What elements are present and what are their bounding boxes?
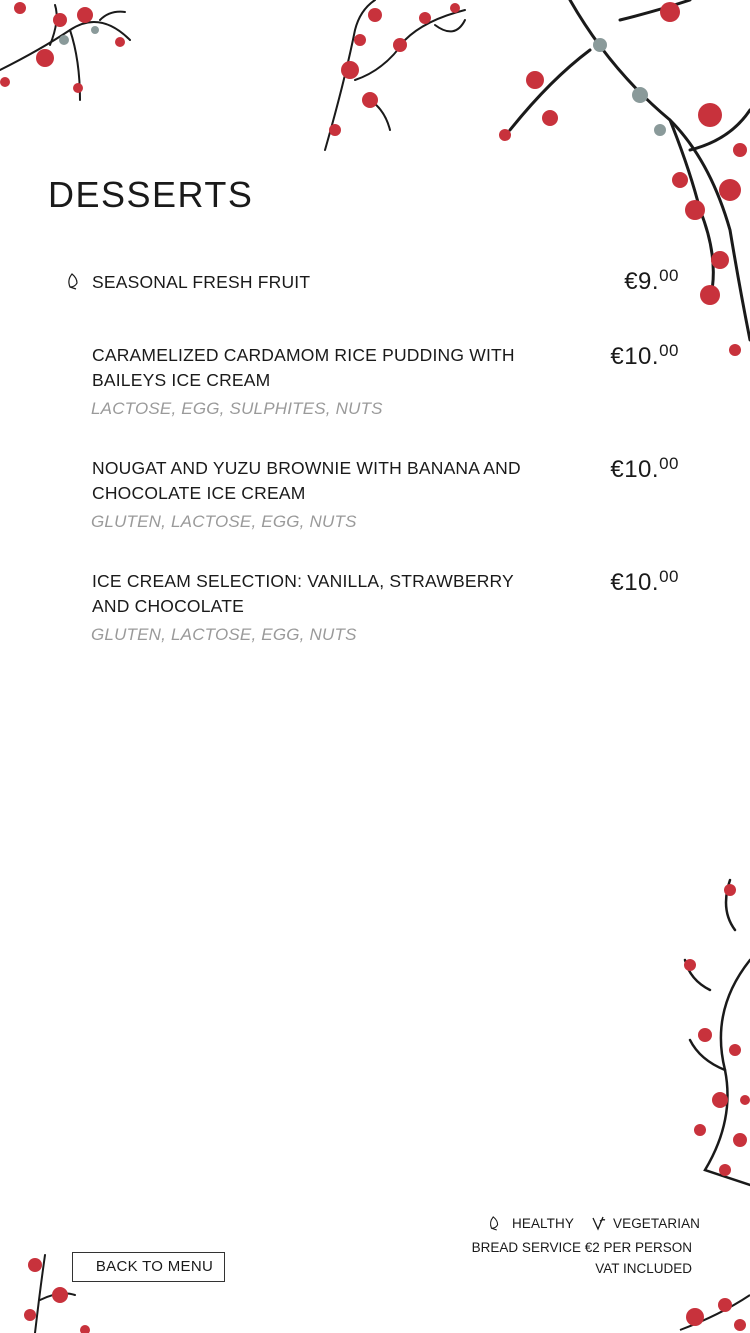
back-to-menu-button[interactable]: BACK TO MENU: [72, 1252, 225, 1282]
item-allergens: GLUTEN, LACTOSE, EGG, NUTS: [91, 512, 357, 531]
price-cents: 00: [659, 266, 679, 285]
price-main: €10.: [610, 569, 660, 596]
item-price: [624, 268, 679, 296]
vegetarian-icon: [591, 1215, 607, 1231]
item-name: ICE CREAM SELECTION: VANILLA, STRAWBERRY AND CHOCOLATE: [92, 571, 514, 616]
item-allergens: LACTOSE, EGG, SULPHITES, NUTS: [91, 399, 383, 418]
blossom-branch-right: [680, 870, 750, 1195]
vat-note: VAT INCLUDED: [595, 1261, 692, 1276]
bread-service-note: BREAD SERVICE €2 PER PERSON: [471, 1240, 692, 1255]
legend-vegetarian-label: VEGETARIAN: [613, 1216, 701, 1231]
price-cents: 00: [659, 341, 679, 360]
blossom-branch-bottom-right: [670, 1285, 750, 1333]
leaf-icon: [66, 272, 82, 290]
item-name: CARAMELIZED CARDAMOM RICE PUDDING WITH BAILEYS ICE CREAM: [92, 345, 515, 390]
menu-item: [62, 569, 702, 654]
price-main: €9.: [624, 268, 660, 295]
menu-item: [62, 266, 702, 300]
item-allergens: GLUTEN, LACTOSE, EGG, NUTS: [91, 625, 357, 644]
legend-healthy: [488, 1215, 578, 1233]
item-name: NOUGAT AND YUZU BROWNIE WITH BANANA AND CHOCOLATE ICE CREAM: [92, 458, 521, 503]
menu-item: [62, 456, 702, 541]
blossom-branch-top-left: [0, 0, 150, 110]
item-name: SEASONAL FRESH FRUIT: [92, 272, 311, 292]
legend-healthy-label: HEALTHY: [512, 1216, 574, 1231]
price-cents: 00: [659, 454, 679, 473]
menu-item: [62, 343, 702, 428]
item-price: [610, 343, 679, 371]
item-price: [610, 456, 679, 484]
item-price: [610, 569, 679, 597]
price-main: €10.: [610, 343, 660, 370]
page-title: DESSERTS: [48, 174, 254, 215]
legend-vegetarian: [591, 1215, 701, 1233]
blossom-branch-top-right: [490, 0, 750, 370]
price-cents: 00: [659, 567, 679, 586]
leaf-icon: [488, 1215, 502, 1231]
blossom-branch-top-center: [315, 0, 500, 155]
price-main: €10.: [610, 456, 660, 483]
